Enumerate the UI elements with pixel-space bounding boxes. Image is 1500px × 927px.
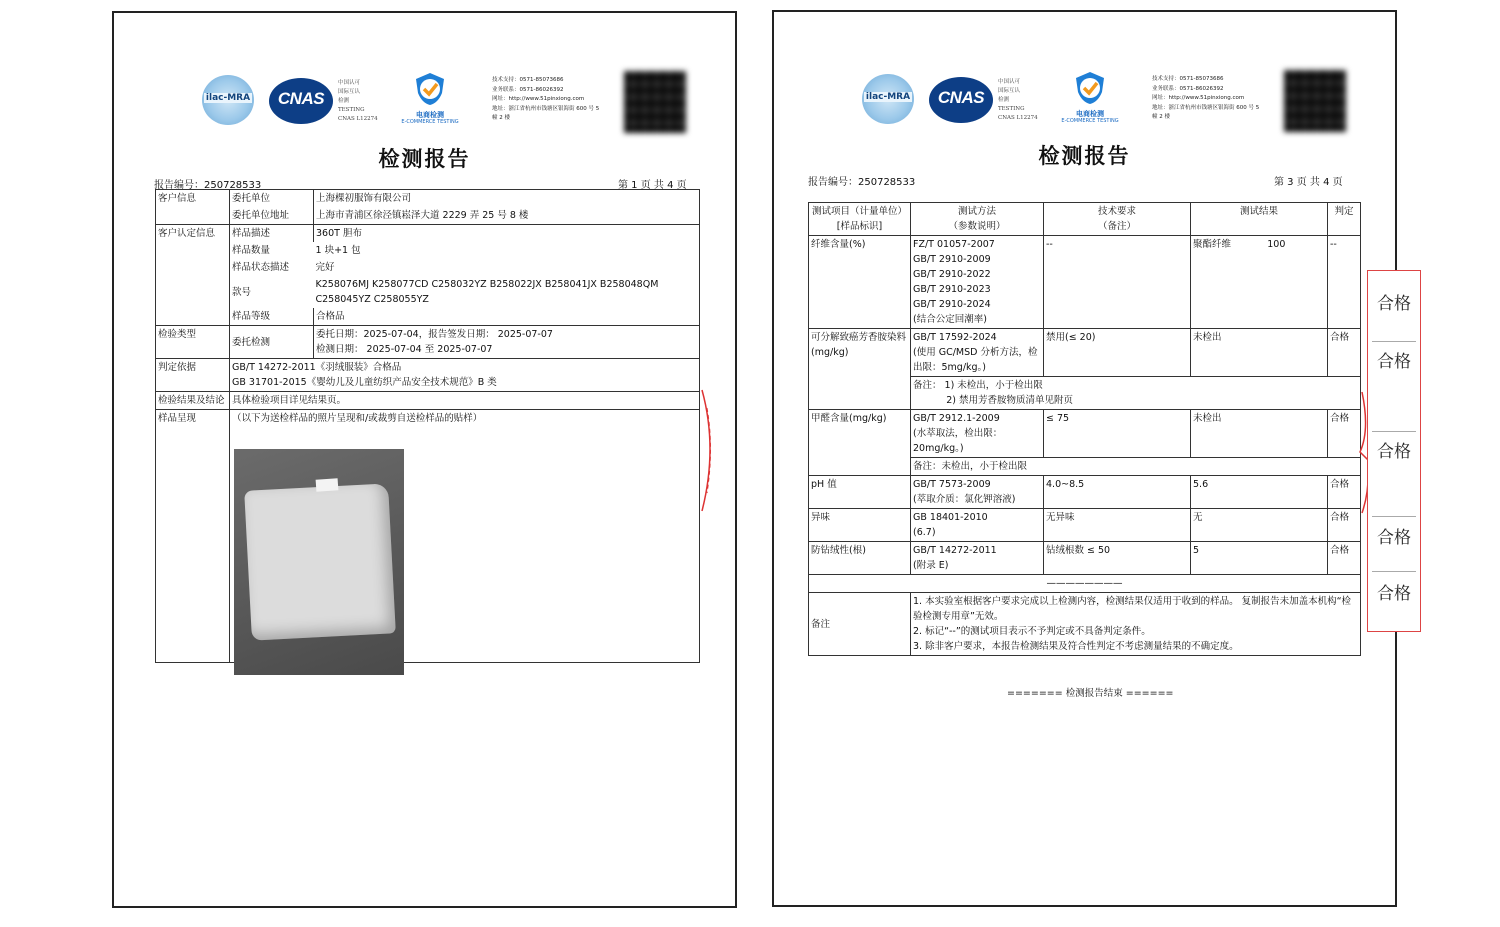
qr-code [1284,70,1346,132]
table-row: 甲醛含量(mg/kg) GB/T 2912.1-2009 (水萃取法，检出限：20mg/kg。) ≤ 75 未检出 合格 [809,410,1361,458]
table-note-row: 备注： 1) 未检出，小于检出限 2) 禁用芳香胺物质清单见附页 [809,377,1361,410]
divider [1372,516,1416,517]
contact-info: 技术支持：0571-85073686 业务联系：0571-86026392 网址：http://www.51pinxiong.com 地址：浙江省杭州市钱塘区银海街 600 号 5 幢 2 楼 [492,77,600,121]
table-row: 样品数量 1 块+1 包 [156,242,700,259]
report-end-marker: ======= 检测报告结束 ====== [1007,688,1174,699]
report-header [774,67,1395,137]
table-row: 委托单位地址 上海市青浦区徐泾镇崧泽大道 2229 弄 25 号 8 楼 [156,207,700,225]
contact-info: 技术支持：0571-85073686 业务联系：0571-86026392 网址：http://www.51pinxiong.com 地址：浙江省杭州市钱塘区银海街 600 号 5 幢 2 楼 [1152,76,1260,120]
report-number: 报告编号：250728533 [808,177,916,188]
table-row: pH 值 GB/T 7573-2009 (萃取介质：氯化钾溶液) 4.0~8.5 5.6 合格 [809,476,1361,509]
table-row: 客户认定信息 样品描述 360T 胆布 [156,225,700,243]
qr-code [624,71,686,133]
shield-check-icon [412,71,448,107]
table-row: 样品等级 合格品 [156,308,700,326]
table-row: 判定依据 GB/T 14272-2011《羽绒服装》合格品 GB 31701-2015《婴幼儿及儿童纺织产品安全技术规范》B 类 [156,359,700,392]
cnas-accreditation-text: 中国认可 国际互认 检测 TESTING CNAS L12274 [338,80,378,122]
cnas-logo: CNAS [929,77,993,123]
divider [1372,431,1416,432]
side-result: 合格 [1377,294,1411,314]
table-row: 可分解致癌芳香胺染料(mg/kg) GB/T 17592-2024 (使用 GC/MSD 分析方法，检出限：5mg/kg。) 禁用(≤ 20) 未检出 合格 [809,329,1361,377]
table-row: 检验结果及结论 具体检验项目详见结果页。 [156,392,700,410]
divider [1372,571,1416,572]
side-results-strip [1367,270,1421,632]
report-page-1 [112,11,737,908]
table-row: 异味 GB 18401-2010 (6.7) 无异味 无 合格 [809,509,1361,542]
table-row: 防钻绒性(根) GB/T 14272-2011 (附录 E) 钻绒根数 ≤ 50 5 合格 [809,542,1361,575]
ilac-mra-logo: ilac-MRA [202,75,254,125]
sample-photo [234,449,404,675]
divider [1372,341,1416,342]
table-row: 客户信息 委托单位 上海棵初服饰有限公司 [156,190,700,208]
page-number: 第 3 页 共 4 页 [1274,177,1343,188]
table-divider-row: ———————— [809,575,1361,593]
table-remark-row: 备注 1. 本实验室根据客户要求完成以上检测内容，检测结果仅适用于收到的样品。 复制报告未加盖本机构“检验检测专用章”无效。 2. 标记“--”的测试项目表示不予判定或不具备判定条件。 3. 除非客户要求，本报告检测结果及符合性判定不考虑测量结果的不确定度。 [809,593,1361,656]
side-result: 合格 [1377,528,1411,548]
ecommerce-testing-title: 电商检测 [416,111,444,119]
row-label: 客户信息 [156,190,230,225]
table-note-row: 备注：未检出，小于检出限 [809,458,1361,476]
page-title: 检测报告 [378,146,471,171]
ecommerce-testing-subtitle: E-COMMERCE TESTING [401,119,459,125]
side-result: 合格 [1377,352,1411,372]
report-header [114,68,735,138]
shield-check-icon [1072,70,1108,106]
report-page-3 [772,10,1397,907]
page-title: 检测报告 [1038,143,1131,168]
ecommerce-testing-subtitle: E-COMMERCE TESTING [1061,118,1119,124]
cnas-logo: CNAS [269,78,333,124]
side-result: 合格 [1377,442,1411,462]
table-header-row: 测试项目（计量单位） [样品标识] 测试方法 （参数说明） 技术要求 （备注） 测试结果 判定 [809,203,1361,236]
table-row: 样品呈现 （以下为送检样品的照片呈现和/或裁剪自送检样品的贴样） [156,410,700,663]
side-result: 合格 [1377,584,1411,604]
sample-pouch-image [244,483,396,640]
table-row: 样品状态描述 完好 [156,259,700,276]
page-number: 第 1 页 共 4 页 [618,180,687,191]
cnas-accreditation-text: 中国认可 国际互认 检测 TESTING CNAS L12274 [998,79,1038,121]
table-row: 款号 K258076MJ K258077CD C258032YZ B258022JX B258041JX B258048QM C258045YZ C258055YZ [156,276,700,308]
table-row: 检验类型 委托检测 委托日期：2025-07-04，报告签发日期： 2025-07-07 检测日期： 2025-07-04 至 2025-07-07 [156,326,700,359]
sample-tag-image [316,478,339,492]
ecommerce-testing-title: 电商检测 [1076,110,1104,118]
table-row: 纤维含量(%) FZ/T 01057-2007 GB/T 2910-2009 GB/T 2910-2022 GB/T 2910-2023 GB/T 2910-2024 (结合公定回潮率) -- 聚酯纤维 100 -- [809,236,1361,329]
report-number: 报告编号：250728533 [154,180,262,191]
red-seal-stamp [700,388,720,513]
ilac-mra-logo: ilac-MRA [862,74,914,124]
test-results-table [808,202,1361,656]
